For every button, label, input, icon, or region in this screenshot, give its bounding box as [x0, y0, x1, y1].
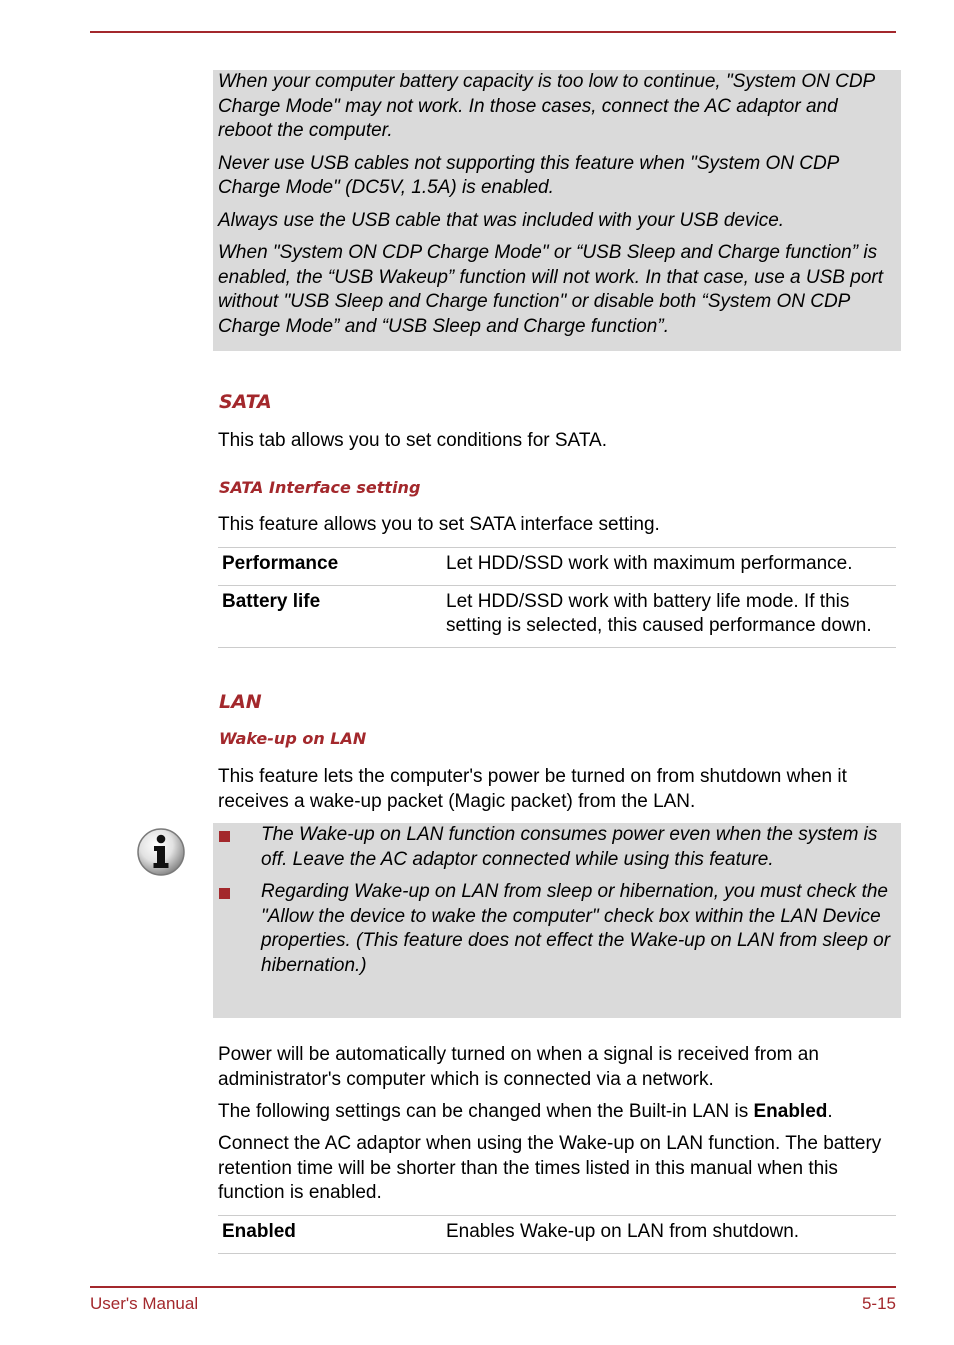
- table-row: [218, 548, 896, 586]
- list-item: [213, 823, 891, 872]
- lan-paragraph-2-text: The following settings can be changed when the Built-in LAN is: [218, 1101, 754, 1122]
- table-value: Let HDD/SSD work with battery life mode. If this setting is selected, this caused performance down.: [442, 585, 896, 647]
- table-key: Enabled: [218, 1216, 442, 1254]
- sata-intro: This tab allows you to set conditions for SATA.: [218, 430, 607, 451]
- sata-settings-table: [218, 547, 896, 648]
- header-rule: [90, 31, 896, 33]
- footer-rule: [90, 1286, 896, 1288]
- square-bullet-icon: [219, 888, 230, 899]
- caution-note-box: [213, 70, 901, 351]
- table-key: Performance: [218, 548, 442, 586]
- table-value: Enables Wake-up on LAN from shutdown.: [442, 1216, 896, 1254]
- note-item-text: The Wake-up on LAN function consumes power even when the system is off. Leave the AC adaptor connected while using this feature.: [261, 824, 878, 870]
- list-item: [213, 880, 891, 978]
- table-value: Let HDD/SSD work with maximum performance.: [442, 548, 896, 586]
- table-row: [218, 585, 896, 647]
- square-bullet-icon: [219, 831, 230, 842]
- footer-manual-title: User's Manual: [90, 1294, 199, 1313]
- note-paragraph: When your computer battery capacity is too low to continue, "System ON CDP Charge Mode" may not work. In those cases, connect the AC adaptor and reboot the computer.: [218, 71, 875, 141]
- lan-paragraph-2-end: .: [827, 1101, 833, 1122]
- note-paragraph: When "System ON CDP Charge Mode" or “USB Sleep and Charge function” is enabled, the “USB Wakeup” function will not work. In that case, use a USB port without "USB Sleep and Charge function" or disable both “System ON CDP Charge Mode” and “USB Sleep and Charge function”.: [218, 242, 883, 337]
- note-paragraph: Never use USB cables not supporting this feature when "System ON CDP Charge Mode" (DC5V, 1.5A) is enabled.: [218, 152, 839, 198]
- note-item-text: Regarding Wake-up on LAN from sleep or hibernation, you must check the "Allow the device to wake the computer" check box within the LAN Device properties. (This feature does not effect the Wake-up on LAN from sleep or hibernation.): [261, 881, 891, 976]
- section-heading-sata: SATA: [219, 391, 272, 413]
- section-heading-lan: LAN: [219, 691, 262, 713]
- subheading-sata-interface: SATA Interface setting: [219, 478, 421, 497]
- table-key: Battery life: [218, 585, 442, 647]
- info-icon: [136, 827, 186, 877]
- table-row: [218, 1216, 896, 1254]
- footer-page-number: 5-15: [861, 1294, 896, 1313]
- enabled-emphasis: Enabled: [753, 1101, 828, 1122]
- lan-paragraph-1: Power will be automatically turned on when a signal is received from an administrator's computer which is connected via a network.: [218, 1044, 819, 1090]
- sata-interface-intro: This feature allows you to set SATA interface setting.: [218, 514, 660, 535]
- subheading-wake-up-on-lan: Wake-up on LAN: [219, 729, 367, 748]
- lan-paragraph-3: Connect the AC adaptor when using the Wake-up on LAN function. The battery retention time will be shorter than the times listed in this manual when this function is enabled.: [218, 1133, 882, 1203]
- lan-settings-table: [218, 1215, 896, 1254]
- note-paragraph: Always use the USB cable that was included with your USB device.: [218, 209, 785, 231]
- lan-intro: This feature lets the computer's power be turned on from shutdown when it receives a wake-up packet (Magic packet) from the LAN.: [218, 766, 847, 812]
- lan-paragraph-2: [218, 1100, 898, 1125]
- info-note-box: [213, 823, 901, 1018]
